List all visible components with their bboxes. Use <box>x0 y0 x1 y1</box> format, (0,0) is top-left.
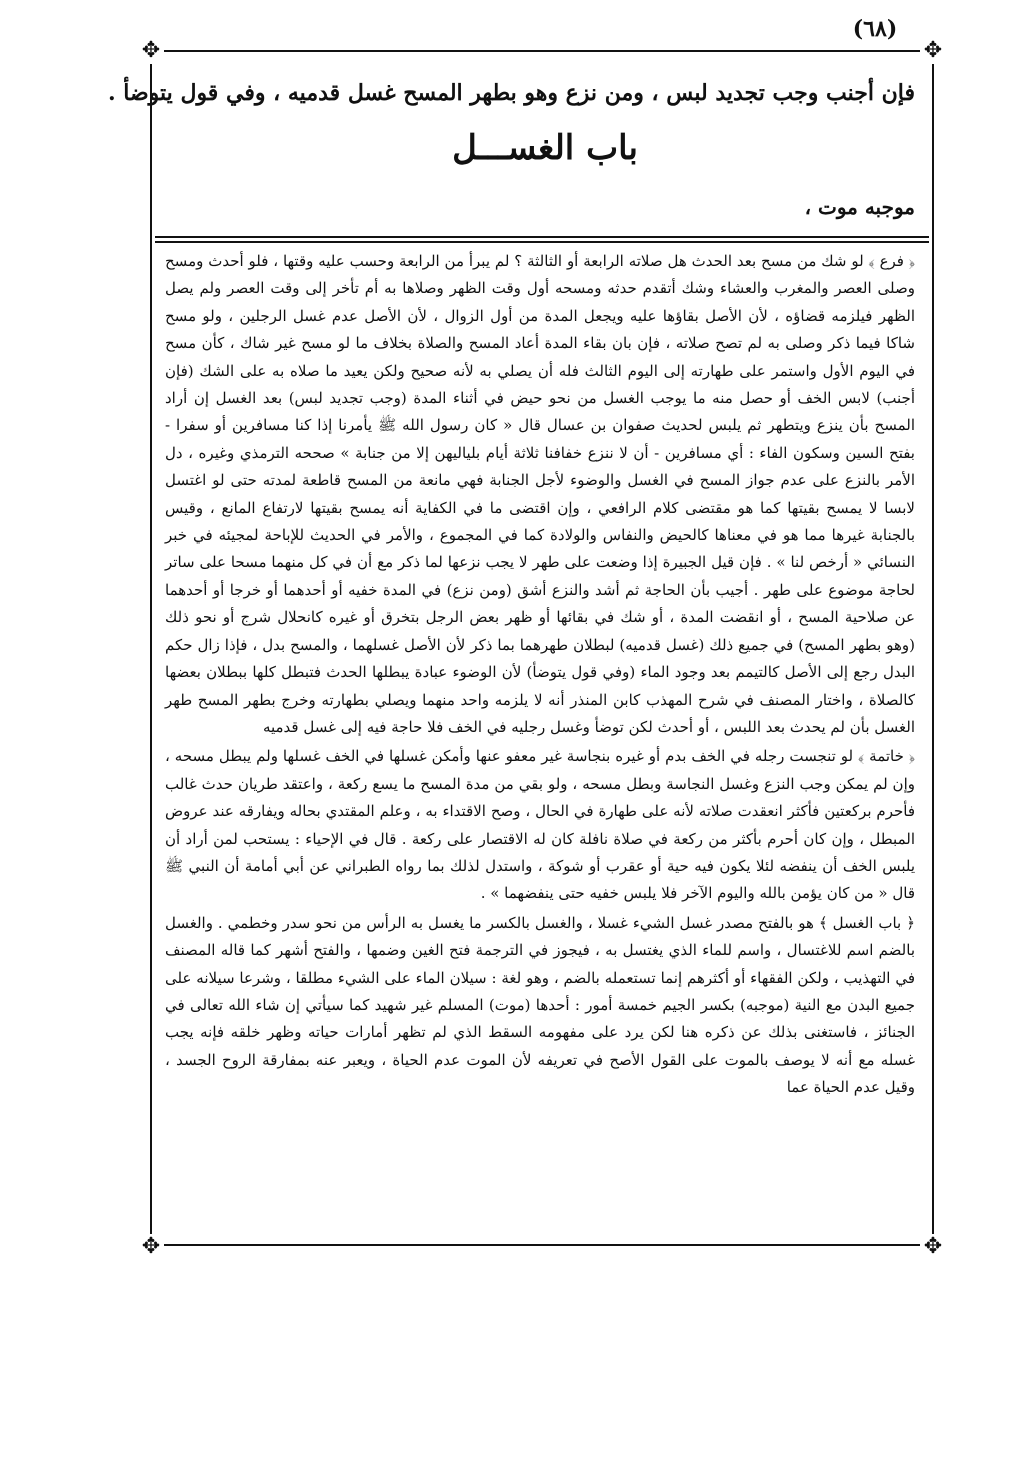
chapter-title: باب الغســـل <box>452 128 638 168</box>
corner-ornament-icon: ✥ <box>138 1234 164 1260</box>
commentary-paragraph: ﴿ باب الغسل ﴾ هو بالفتح مصدر غسل الشيء غسلا ، والغسل بالكسر ما يغسل به الرأس من نحو سدر وخطمي . والغسل بالضم اسم للاغتسال ، واسم للماء الذي يغتسل به ، فيجوز في الترجمة فتح الغين وضمها ، والفتح أشهر كما قاله المصنف في التهذيب ، ولكن الفقهاء أو أكثرهم إنما تستعمله بالضم ، وهو لغة : سيلان الماء على الشيء مطلقا ، وشرعا سيلانه على جميع البدن مع النية (موجبه) بكسر الجيم خمسة أمور : أحدها (موت) المسلم غير شهيد كما سيأتي إن شاء الله تعالى في الجنائز ، فاستغنى بذلك عن ذكره هنا لكن يرد على مفهومه السقط الذي لم تظهر أمارات حياته وظهر خلقه فإنه يجب غسله مع أنه لا يوصف بالموت على القول الأصح في تعريفه لأن الموت عدم الحياة ، ويعبر عنه بمفارقة الروح الجسد ، وقيل عدم الحياة عما <box>165 913 915 1097</box>
commentary-paragraph: ﴿ فرع ﴾ لو شك من مسح بعد الحدث هل صلاته الرابعة أو الثالثة ؟ لم يبرأ من الرابعة وحسب عليه وقتها ، فلو أحدث ومسح وصلى العصر والمغرب والعشاء وشك أتقدم حدثه ومسحه أول وقت الظهر وصلاها به أم تأخر إلى وقت العصر ولم يصل الظهر فيلزمه قضاؤه ، لأن الأصل بقاؤها عليه ويجعل المدة من أول الزوال ، لأن الأصل عدم غسل الرجلين ، ولو مسح شاكا فيما ذكر وصلى به لم تصح صلاته ، فإن بان بقاء المدة أعاد المسح والصلاة بخلاف ما لو مسح غير شاك ، كأن مسح في اليوم الأول واستمر على طهارته إلى اليوم الثالث فله أن يصلي به لأنه صحيح ولكن يعيد ما صلاه به على الشك (فإن أجنب) لابس الخف أو حصل منه ما يوجب الغسل من نحو حيض في أثناء المدة (وجب تجديد لبس) بعد الغسل إن أراد المسح بأن ينزع ويتطهر ثم يلبس لحديث صفوان بن عسال قال « كان رسول الله ﷺ يأمرنا إذا كنا مسافرين أو سفرا - بفتح السين وسكون الفاء : أي مسافرين - أن لا ننزع خفافنا ثلاثة أيام بلياليهن إلا من جنابة » صححه الترمذي وغيره ، دل الأمر بالنزع على عدم جواز المسح في الغسل والوضوء لأجل الجنابة فهي مانعة من المسح قاطعة لمدته حتى لو اغتسل لابسا لا يمسح بقيتها كما هو مقتضى كلام الرافعي ، وإن اقتضى ما في الكفاية أنه يمسح بقيتها لارتفاع المانع ، وقيس بالجنابة غيرها مما هو في معناها كالحيض والنفاس والولادة كما في المجموع ، والأمر في الحديث للإباحة لمجيئه في خبر النسائي « أرخص لنا » . فإن قيل الجبيرة إذا وضعت على طهر لا يجب نزعها لما ذكر مع أن في كل منهما مسحا على ساتر لحاجة موضوع على طهر . أجيب بأن الحاجة ثم أشد والنزع أشق (ومن نزع) في المدة خفيه أو أحدهما أو خرجا أو أحدهما عن صلاحية المسح ، أو انقضت المدة ، أو شك في بقائها أو ظهر بعض الرجل بتخرق أو غيره كانحلال شرج أو نحو ذلك (وهو بطهر المسح) في جميع ذلك (غسل قدميه) لبطلان طهرهما بما ذكر لأن الأصل غسلهما ، والمسح بدل ، فإذا زال حكم البدل رجع إلى الأصل كالتيمم بعد وجود الماء (وفي قول يتوضأ) لأن الوضوء عبادة يبطلها الحدث فتبطل كلها ببطلان بعضها كالصلاة ، واختار المصنف في شرح المهذب كابن المنذر أنه لا يلزمه واحد منهما ويصلي بطهارته وخرج بطهر المسح طهر الغسل بأن لم يحدث بعد اللبس ، أو أحدث لكن توضأ وغسل رجليه في الخف فلا حاجة فيه إلى غسل قدميه <box>165 252 915 736</box>
corner-ornament-icon: ✥ <box>920 38 946 64</box>
corner-ornament-icon: ✥ <box>920 1234 946 1260</box>
commentary-text <box>165 248 915 1102</box>
section-divider <box>155 241 929 243</box>
page-number: (٦٨) <box>852 16 898 42</box>
corner-ornament-icon: ✥ <box>138 38 164 64</box>
matn-line-1: فإن أجنب وجب تجديد لبس ، ومن نزع وهو بطهر المسح غسل قدميه ، وفي قول يتوضأ . <box>107 80 915 106</box>
commentary-paragraph: ﴿ خاتمة ﴾ لو تنجست رجله في الخف بدم أو غيره بنجاسة غير معفو عنها وأمكن غسلها في الخف غسلها ولم يبطل مسحه ، وإن لم يمكن وجب النزع وغسل النجاسة وبطل مسحه ، ولو بقي من مدة المسح ما يسع ركعة ، واعتقد طريان حدث غالب فأحرم بركعتين فأكثر انعقدت صلاته لأنه على طهارة في الحال ، وصح الاقتداء به ، وعلم المقتدي بحاله ويفارقه عند عروض المبطل ، وإن كان أحرم بأكثر من ركعة في صلاة نافلة كان له الاقتصار على ركعة . قال في الإحياء : يستحب لمن أراد أن يلبس الخف أن ينفضه لئلا يكون فيه حية أو عقرب أو شوكة ، واستدل لذلك بما رواه الطبراني عن أبي أمامة أن النبي ﷺ قال « من كان يؤمن بالله واليوم الآخر فلا يلبس خفيه حتى ينفضهما » . <box>165 747 915 903</box>
section-divider <box>155 236 929 238</box>
matn-line-2: موجبه موت ، <box>804 195 915 219</box>
